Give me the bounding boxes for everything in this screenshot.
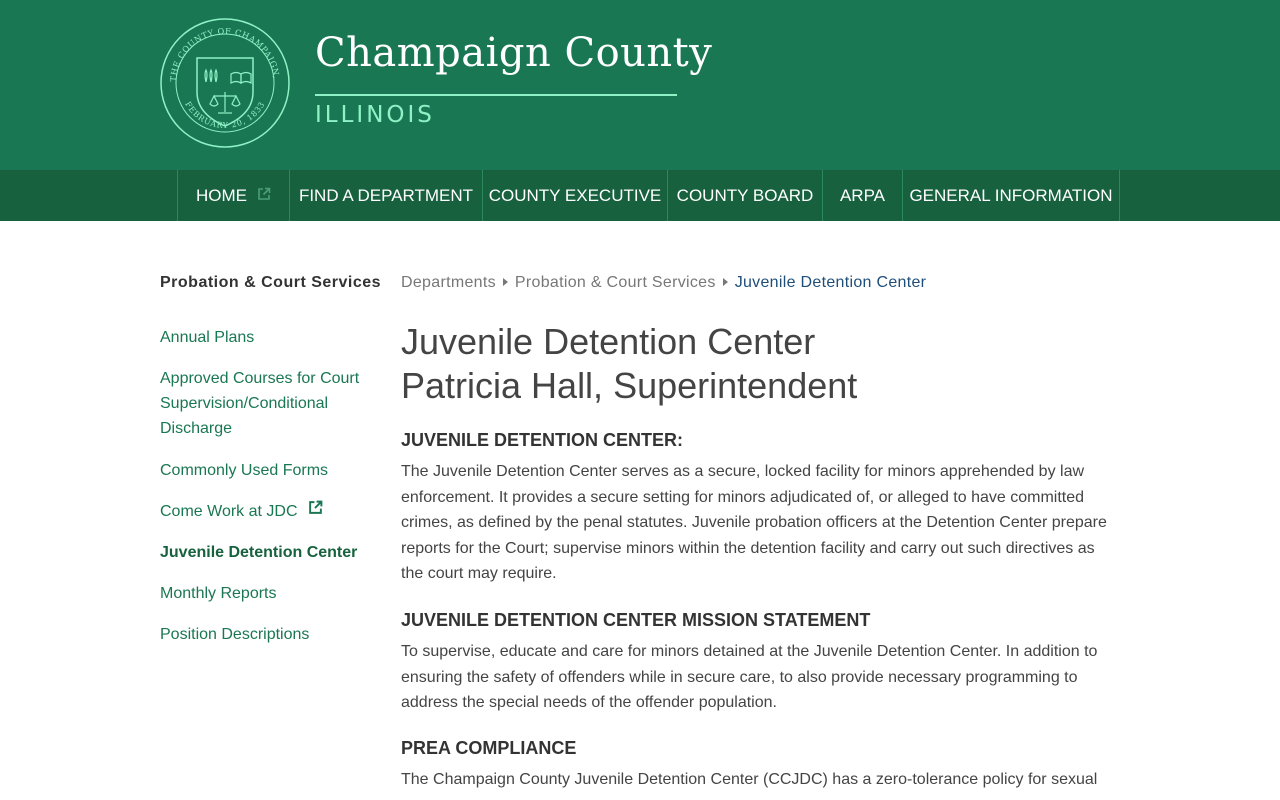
nav-item-label: FIND A DEPARTMENT xyxy=(298,186,474,205)
breadcrumb-link-departments[interactable]: Departments xyxy=(401,274,496,291)
nav-item-county-executive[interactable] xyxy=(482,170,667,221)
nav-item-find-department[interactable] xyxy=(289,170,482,221)
nav-item-label: ARPA xyxy=(839,186,886,205)
sidebar-item-annual-plans[interactable]: Annual Plans xyxy=(160,329,255,346)
sidebar-item-come-work-at-jdc[interactable] xyxy=(160,499,370,524)
breadcrumb xyxy=(401,274,926,292)
title-divider xyxy=(315,94,677,96)
sidebar-item-position-descriptions[interactable]: Position Descriptions xyxy=(160,626,310,643)
site-header xyxy=(0,0,1280,170)
external-link-icon xyxy=(308,498,323,523)
nav-item-general-information[interactable] xyxy=(902,170,1120,221)
nav-item-label: COUNTY EXECUTIVE xyxy=(488,186,662,205)
nav-item-arpa[interactable] xyxy=(822,170,902,221)
svg-text:SEAL OF THE COUNTY OF CHAMPAIG: THE COUNTY OF CHAMPAIGN, xyxy=(167,25,282,83)
sidebar-item-approved-courses[interactable]: Approved Courses for Court Supervision/Conditional Discharge xyxy=(160,370,360,437)
section-body: To supervise, educate and care for minors detained at the Juvenile Detention Center. In addition to ensuring the safety of offenders while in secure care, to also provide necessary programming to address the special needs of the offender population. xyxy=(401,643,1098,712)
section-heading: JUVENILE DETENTION CENTER: xyxy=(401,430,684,450)
sidebar-item-commonly-used-forms[interactable]: Commonly Used Forms xyxy=(160,462,329,479)
site-subtitle: ILLINOIS xyxy=(315,102,435,128)
sidebar-item-monthly-reports[interactable]: Monthly Reports xyxy=(160,585,277,602)
main-nav xyxy=(0,170,1280,221)
sidebar-item-juvenile-detention-center[interactable]: Juvenile Detention Center xyxy=(160,544,358,561)
nav-item-label: GENERAL INFORMATION xyxy=(909,186,1113,205)
section-body: The Champaign County Juvenile Detention Center (CCJDC) has a zero-tolerance policy for sexual xyxy=(401,771,1098,788)
sidebar-item-label: Come Work at JDC xyxy=(160,503,298,520)
page-title-line-1: Juvenile Detention Center xyxy=(401,321,816,362)
county-seal-logo[interactable] xyxy=(158,16,292,150)
breadcrumb-link-probation[interactable]: Probation & Court Services xyxy=(514,274,716,291)
caret-right-icon xyxy=(503,278,508,286)
nav-item-home[interactable] xyxy=(177,170,289,221)
section-heading: PREA COMPLIANCE xyxy=(401,738,577,758)
site-title[interactable]: Champaign County xyxy=(315,30,713,76)
nav-item-label: HOME xyxy=(196,186,247,205)
sidebar-title: Probation & Court Services xyxy=(160,274,382,291)
section-heading: JUVENILE DETENTION CENTER MISSION STATEMENT xyxy=(401,610,871,630)
nav-item-label: COUNTY BOARD xyxy=(676,186,814,205)
page-title-line-2: Patricia Hall, Superintendent xyxy=(401,365,858,406)
nav-item-county-board[interactable] xyxy=(667,170,822,221)
section-body: The Juvenile Detention Center serves as a secure, locked facility for minors apprehended by law enforcement. It provides a secure setting for minors adjudicated of, or alleged to have committed crimes, as defined by the penal statutes. Juvenile probation officers at the Detention Center prepare reports for the Court; supervise minors within the detention facility and carry out such directives as the court may require. xyxy=(401,463,1107,583)
breadcrumb-current: Juvenile Detention Center xyxy=(734,274,927,291)
page-title xyxy=(401,320,857,408)
svg-text:FEBRUARY 20, 1833: FEBRUARY 20, 1833 xyxy=(183,100,267,131)
caret-right-icon xyxy=(723,278,728,286)
external-link-icon xyxy=(257,170,271,221)
